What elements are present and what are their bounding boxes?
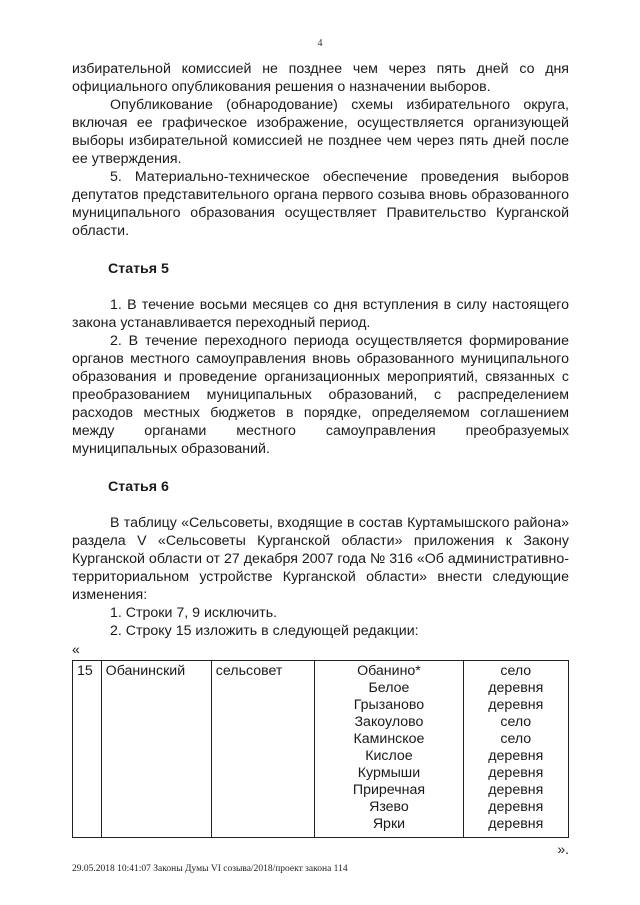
settlement-name: Каминское xyxy=(353,731,425,747)
settlement-name: Белое xyxy=(368,680,410,696)
settlement-kind: деревня xyxy=(488,748,544,764)
document-footer: 29.05.2018 10:41:07 Законы Думы VI созыва/2018/проект закона 114 xyxy=(72,864,348,874)
council-type-cell: сельсовет xyxy=(211,661,315,838)
settlement-kind: деревня xyxy=(488,680,544,696)
settlement-name: Приречная xyxy=(352,782,426,798)
settlement-name: Закоулово xyxy=(354,714,424,730)
settlement-kind: село xyxy=(500,731,532,747)
settlement-name: Грызаново xyxy=(353,697,425,713)
council-name-cell: Обанинский xyxy=(101,661,211,838)
settlement-kind: деревня xyxy=(488,782,544,798)
settlement-kind: деревня xyxy=(488,697,544,713)
article-5-heading: Статья 5 xyxy=(108,261,169,277)
quote-close-mark: ». xyxy=(557,841,569,857)
quote-open-mark: « xyxy=(72,641,80,657)
table-row xyxy=(73,661,569,838)
paragraph-item-5: 5. Материально-техническое обеспечение проведения выборов депутатов представительного органа первого созыва вновь образованного муниципального образования осуществляет Правительство Курганской области. xyxy=(72,169,569,239)
article-6-item-2: 2. Строку 15 изложить в следующей редакции: xyxy=(110,623,419,639)
article-5-paragraph-2: 2. В течение переходного периода осуществляется формирование органов местного самоуправления вновь образованного муниципального образования и проведение организационных мероприятий, связанных с преобразованием муниципальных образований, с распределением расходов местных бюджетов в порядке, определяемом соглашением между органами местного самоуправления преобразуемых муниципальных образований. xyxy=(72,333,569,457)
paragraph-publication: Опубликование (обнародование) схемы избирательного округа, включая ее графическое изображение, осуществляется организующей выборы избирательной комиссией не позднее чем через пять дней после ее утверждения. xyxy=(72,97,569,167)
document-body xyxy=(72,60,569,858)
settlement-name: Кислое xyxy=(365,748,413,764)
settlement-kind: деревня xyxy=(488,765,544,781)
page-number: 4 xyxy=(317,38,323,49)
article-5-paragraph-1: 1. В течение восьми месяцев со дня вступления в силу настоящего закона устанавливается переходный период. xyxy=(72,297,569,331)
amendment-table xyxy=(72,660,569,838)
settlement-name: Курмыши xyxy=(357,765,421,781)
settlements-cell xyxy=(315,661,463,838)
settlement-kind: село xyxy=(500,663,532,679)
article-6-intro: В таблицу «Сельсоветы, входящие в состав Куртамышского района» раздела V «Сельсоветы Курганской области» приложения к Закону Курганской области от 27 декабря 2007 года № 316 «Об административно-территориальном устройстве Курганской области» внести следующие изменения: xyxy=(72,515,569,603)
paragraph-continuation: избирательной комиссией не позднее чем через пять дней со дня официального опубликования решения о назначении выборов. xyxy=(72,61,569,95)
settlement-name: Ярки xyxy=(372,816,406,832)
row-number-cell: 15 xyxy=(73,661,102,838)
article-6-heading: Статья 6 xyxy=(108,479,169,495)
settlement-kind: деревня xyxy=(488,799,544,815)
article-6-item-1: 1. Строки 7, 9 исключить. xyxy=(110,605,278,621)
settlement-kinds-cell xyxy=(463,661,568,838)
settlement-kind: деревня xyxy=(488,816,544,832)
settlement-name: Обанино* xyxy=(357,663,421,679)
settlement-kind: село xyxy=(500,714,532,730)
settlement-name: Язево xyxy=(369,799,409,815)
